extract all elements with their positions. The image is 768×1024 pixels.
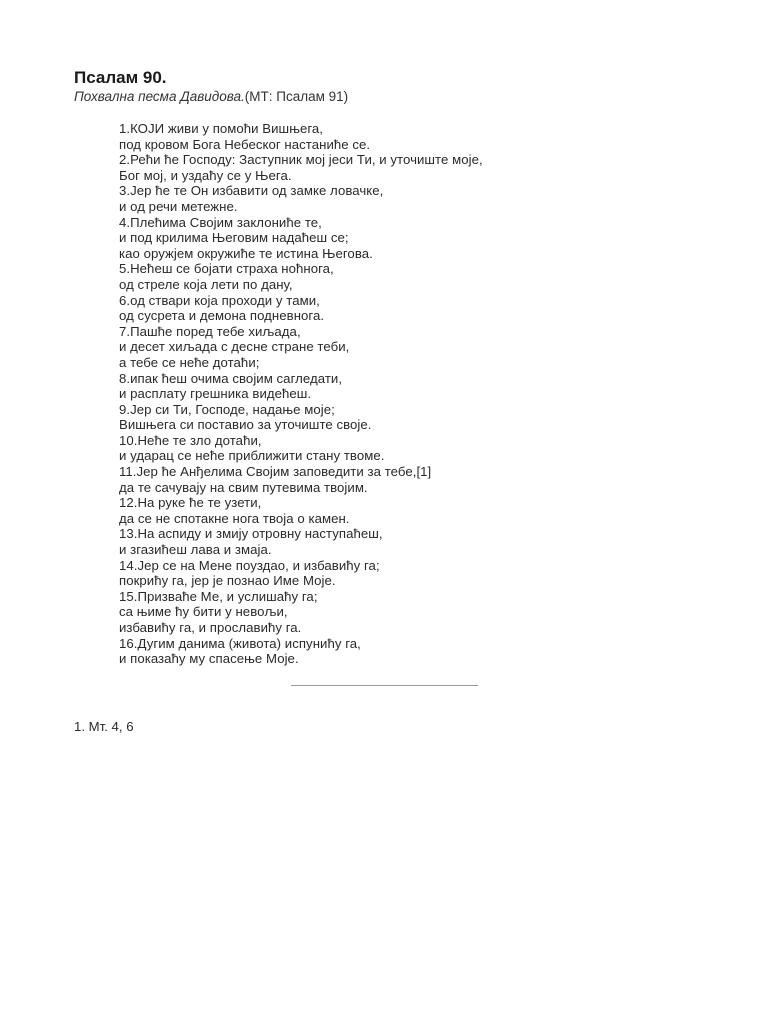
verse-line: покрићу га, јер је познао Име Моје.	[119, 573, 336, 589]
verse-line: 1.КОЈИ живи у помоћи Вишњега,	[119, 121, 324, 136]
verse-line: и под крилима Његовим надаћеш се;	[119, 230, 349, 246]
verse-line: 16.Дугим данима (живота) испунићу га,	[119, 635, 361, 651]
verse-line: 10.Неће те зло дотаћи,	[119, 432, 262, 448]
verse-line: 7.Пашће поред тебе хиљада,	[119, 323, 301, 339]
verse-list	[119, 121, 483, 667]
verse-line: под кровом Бога Небеског настаниће се.	[119, 136, 371, 152]
subtitle-reference: (МТ: Псалам 91)	[244, 89, 349, 104]
verse-line: 2.Рећи ће Господу: Заступник мој јеси Ти, и уточиште моје,	[119, 152, 483, 168]
verse-line: 13.На аспиду и змију отровну наступаћеш,	[119, 526, 383, 542]
verse-line: са њиме ћу бити у невољи,	[119, 604, 288, 620]
verse-line: 3.Јер ће те Он избавити од замке ловачке,	[119, 183, 384, 199]
verse-line: 12.На руке ће те узети,	[119, 495, 262, 511]
verse-line: и показаћу му спасење Моје.	[119, 651, 299, 667]
verse-line: избавићу га, и прославићу га.	[119, 620, 302, 635]
verse-line: Бог мој, и уздаћу се у Њега.	[119, 167, 292, 183]
verse-line: 14.Јер се на Мене поуздао, и избавићу га;	[119, 557, 380, 573]
verse-line: да те сачувају на свим путевима твојим.	[119, 479, 368, 495]
verse-line: и расплату грешника видећеш.	[119, 386, 312, 402]
subtitle	[74, 88, 348, 105]
verse-line: и згазићеш лава и змаја.	[119, 542, 272, 558]
page-title: Псалам 90.	[74, 68, 167, 87]
verse-line: и од речи метежне.	[119, 198, 238, 214]
verse-line: 5.Нећеш се бојати страха ноћнога,	[119, 261, 334, 277]
footnote-divider	[291, 685, 478, 686]
verse-line: и ударац се неће приближити стану твоме.	[119, 448, 385, 464]
footnote: 1. Мт. 4, 6	[74, 719, 134, 734]
verse-line: 9.Јер си Ти, Господе, надање моје;	[119, 401, 335, 417]
verse-line: 15.Призваће Ме, и услишаћу га;	[119, 588, 318, 604]
verse-line: од сусрета и демона подневнога.	[119, 308, 325, 324]
verse-line: од стреле која лети по дану,	[119, 276, 293, 292]
verse-line: а тебе се неће дотаћи;	[119, 354, 260, 370]
verse-line: да се не спотакне нога твоја о камен.	[119, 510, 350, 526]
subtitle-italic: Похвална песма Давидова.	[74, 89, 245, 104]
verse-line: 4.Плећима Својим заклониће те,	[119, 214, 322, 230]
verse-line: као оружјем окружиће те истина Његова.	[119, 245, 373, 261]
verse-line: 6.од ствари која проходи у тами,	[119, 292, 320, 308]
verse-line: 8.ипак ћеш очима својим сагледати,	[119, 370, 343, 386]
verse-line: 11.Јер ће Анђелима Својим заповедити за тебе,[1]	[119, 464, 432, 480]
verse-line: Вишњега си поставио за уточиште своје.	[119, 417, 372, 433]
verse-line: и десет хиљада с десне стране теби,	[119, 339, 350, 355]
